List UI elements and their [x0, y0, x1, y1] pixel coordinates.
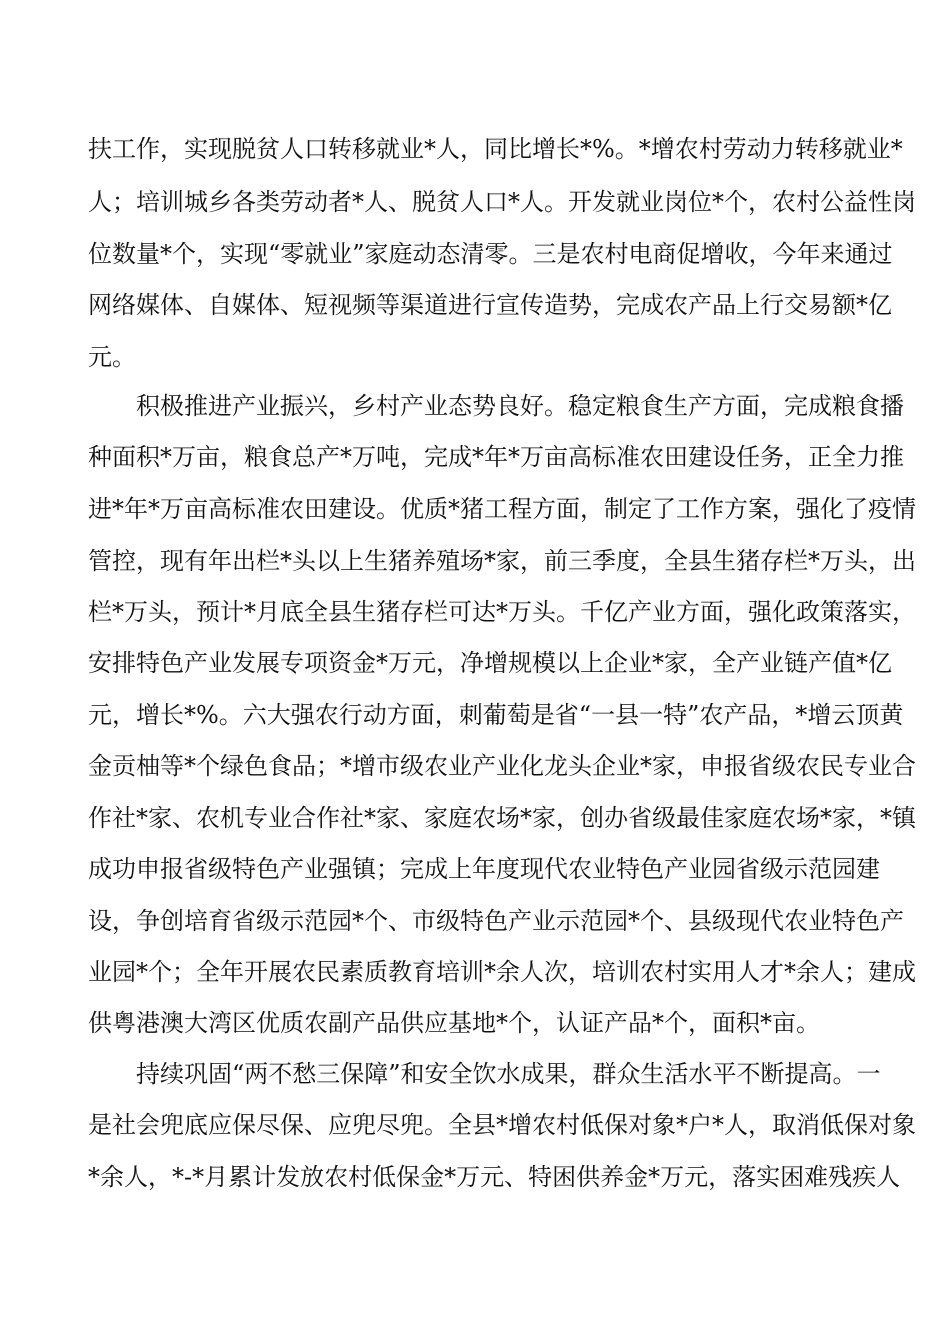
text-line: 成功申报省级特色产业强镇；完成上年度现代农业特色产业园省级示范园建	[88, 855, 880, 883]
text-line: 积极推进产业振兴，乡村产业态势良好。稳定粮食生产方面，完成粮食播	[136, 392, 904, 420]
text-line: 是社会兜底应保尽保、应兜尽兜。全县*增农村低保对象*户*人，取消低保对象	[88, 1111, 916, 1139]
text-line: 进*年*万亩高标准农田建设。优质*猪工程方面，制定了工作方案，强化了疫情	[88, 495, 916, 523]
text-line: 扶工作，实现脱贫人口转移就业*人，同比增长*%。*增农村劳动力转移就业*	[88, 135, 903, 163]
text-line: 业园*个；全年开展农民素质教育培训*余人次，培训农村实用人才*余人；建成	[88, 958, 916, 986]
text-line: 元。	[88, 343, 136, 371]
text-line: 金贡柚等*个绿色食品；*增市级农业产业化龙头企业*家，申报省级农民专业合	[88, 752, 916, 780]
text-line: 人；培训城乡各类劳动者*人、脱贫人口*人。开发就业岗位*个，农村公益性岗	[88, 188, 916, 216]
text-line: 持续巩固“两不愁三保障”和安全饮水成果，群众生活水平不断提高。一	[136, 1060, 881, 1088]
text-line: 元，增长*%。六大强农行动方面，刺葡萄是省“一县一特”农产品，*增云顶黄	[88, 701, 904, 729]
text-line: 供粤港澳大湾区优质农副产品供应基地*个，认证产品*个，面积*亩。	[88, 1009, 820, 1037]
text-line: 安排特色产业发展专项资金*万元，净增规模以上企业*家，全产业链产值*亿	[88, 649, 892, 677]
text-line: 网络媒体、自媒体、短视频等渠道进行宣传造势，完成农产品上行交易额*亿	[88, 291, 892, 319]
text-line: *余人，*-*月累计发放农村低保金*万元、特困供养金*万元，落实困难残疾人	[88, 1163, 901, 1191]
text-line: 设，争创培育省级示范园*个、市级特色产业示范园*个、县级现代农业特色产	[88, 907, 904, 935]
text-line: 管控，现有年出栏*头以上生猪养殖场*家，前三季度，全县生猪存栏*万头，出	[88, 547, 916, 575]
text-line: 栏*万头，预计*月底全县生猪存栏可达*万头。千亿产业方面，强化政策落实，	[88, 598, 916, 626]
text-line: 种面积*万亩，粮食总产*万吨，完成*年*万亩高标准农田建设任务，正全力推	[88, 443, 904, 471]
text-line: 作社*家、农机专业合作社*家、家庭农场*家，创办省级最佳家庭农场*家，*镇	[88, 804, 916, 832]
text-line: 位数量*个，实现“零就业”家庭动态清零。三是农村电商促增收，今年来通过	[88, 240, 893, 268]
